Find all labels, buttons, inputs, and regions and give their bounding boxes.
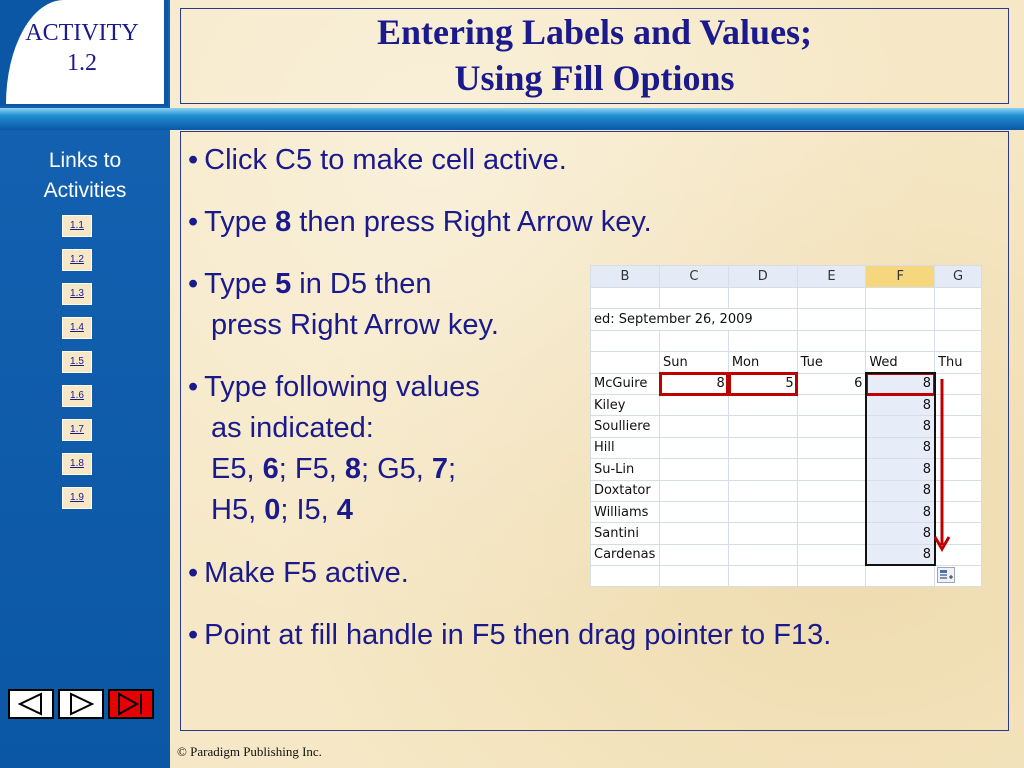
cell-value: 5 — [728, 373, 797, 394]
date-cell: ed: September 26, 2009 — [591, 309, 798, 330]
last-button[interactable] — [108, 689, 154, 719]
employee-name: Hill — [591, 437, 660, 458]
cell-value: 8 — [866, 501, 935, 522]
link-activity-1-1[interactable]: 1.1 — [62, 215, 92, 237]
bullet-1: • Click C5 to make cell active. — [188, 144, 567, 176]
employee-name: Santini — [591, 523, 660, 544]
bullet-4-line-4 — [188, 490, 480, 531]
employee-name: Doxtator — [591, 480, 660, 501]
links-heading-line-1: Links to — [48, 149, 122, 172]
activity-number: 1.2 — [67, 50, 97, 76]
cell-value: 6 — [797, 373, 866, 394]
employee-name: McGuire — [591, 373, 660, 394]
link-activity-1-2[interactable]: 1.2 — [62, 249, 92, 271]
slide-title — [180, 8, 1009, 104]
link-activity-1-8[interactable]: 1.8 — [62, 453, 92, 475]
i5-value: 4 — [336, 494, 353, 526]
day-header: Tue — [797, 352, 866, 373]
employee-name: Kiley — [591, 394, 660, 415]
g5-label: ; G5, — [360, 453, 432, 485]
bullet-6-text: Point at fill handle in F5 then drag pointer to F13. — [204, 619, 832, 651]
title-line-1: Entering Labels and Values; — [376, 12, 813, 52]
f5-label: ; F5, — [278, 453, 345, 485]
cell-value: 8 — [866, 373, 935, 394]
highlight-d5 — [728, 372, 798, 396]
previous-icon — [10, 691, 52, 717]
day-header: Sun — [659, 352, 728, 373]
bullet-3-text-end: in D5 then — [291, 268, 432, 300]
link-activity-1-3[interactable]: 1.3 — [62, 283, 92, 305]
title-line-2: Using Fill Options — [454, 58, 735, 98]
employee-name: Su-Lin — [591, 459, 660, 480]
h5-value: 0 — [264, 494, 281, 526]
bullet-2-value: 8 — [275, 206, 292, 238]
link-activity-1-7[interactable]: 1.7 — [62, 419, 92, 441]
drag-arrow-icon — [932, 377, 952, 557]
bullet-3-value: 5 — [275, 268, 292, 300]
line-3-end: ; — [448, 453, 457, 485]
bullet-2: • Type 8 then press Right Arrow key. — [188, 206, 652, 238]
cell-value: 8 — [866, 544, 935, 565]
e5-label: E5, — [211, 453, 263, 485]
links-heading-line-2: Activities — [43, 179, 127, 202]
column-header: D — [728, 266, 797, 288]
last-icon — [110, 691, 152, 717]
column-header-selected: F — [866, 266, 935, 288]
bullet-2-text: Type — [204, 206, 276, 238]
column-header: B — [591, 266, 660, 288]
header-divider — [0, 108, 1024, 130]
links-heading — [0, 146, 170, 206]
h5-label: H5, — [211, 494, 265, 526]
bullet-3-line-2: press Right Arrow key. — [211, 309, 499, 341]
cell-value: 8 — [866, 437, 935, 458]
g5-value: 7 — [431, 453, 449, 485]
day-header: Thu — [935, 352, 982, 373]
selection-range-f5-f13 — [865, 372, 936, 566]
bullet-4: • Type following values as indicated: E5, 6; F5, 8; G5, 7; H5, 0; I5, 4 — [188, 367, 480, 531]
next-button[interactable] — [58, 689, 104, 719]
e5-value: 6 — [262, 453, 279, 485]
day-header-row — [591, 352, 982, 373]
cell-value: 8 — [866, 523, 935, 544]
bullet-6: • Point at fill handle in F5 then drag pointer to F13. — [188, 619, 832, 651]
link-activity-1-4[interactable]: 1.4 — [62, 317, 92, 339]
cell-value: 8 — [866, 459, 935, 480]
f5-value: 8 — [344, 453, 361, 485]
bullet-3: • Type 5 in D5 then press Right Arrow key. — [188, 264, 499, 346]
bullet-5: • Make F5 active. — [188, 557, 409, 589]
bullet-5-text: Make F5 active. — [204, 557, 409, 589]
activity-badge — [0, 0, 168, 106]
link-activity-1-9[interactable]: 1.9 — [62, 487, 92, 509]
day-header: Mon — [728, 352, 797, 373]
cell-value: 8 — [866, 394, 935, 415]
cell-value: 8 — [866, 416, 935, 437]
link-activity-1-6[interactable]: 1.6 — [62, 385, 92, 407]
bullet-4-line-1: Type following values — [204, 371, 480, 403]
day-header: Wed — [866, 352, 935, 373]
bullet-4-line-3 — [188, 449, 480, 490]
i5-label: ; I5, — [280, 494, 337, 526]
employee-name: Soulliere — [591, 416, 660, 437]
link-activity-1-5[interactable]: 1.5 — [62, 351, 92, 373]
column-header: G — [935, 266, 982, 288]
activity-badge-text — [0, 18, 164, 78]
fill-handle-icon — [937, 567, 955, 583]
copyright-footer: © Paradigm Publishing Inc. — [177, 744, 322, 759]
bullet-4-line-2: as indicated: — [211, 412, 374, 444]
previous-button[interactable] — [8, 689, 54, 719]
highlight-c5 — [659, 372, 729, 396]
next-icon — [60, 691, 102, 717]
bullet-3-text: Type — [204, 268, 276, 300]
bullet-1-text: Click C5 to make cell active. — [204, 144, 567, 176]
cell-value: 8 — [866, 480, 935, 501]
column-header: C — [659, 266, 728, 288]
bullet-2-text-end: then press Right Arrow key. — [291, 206, 652, 238]
activity-label: ACTIVITY — [25, 20, 139, 46]
column-header: E — [797, 266, 866, 288]
spreadsheet-screenshot — [590, 265, 982, 587]
employee-name: Cardenas — [591, 544, 660, 565]
cell-value: 8 — [659, 373, 728, 394]
column-header-row — [591, 266, 982, 288]
date-row — [591, 309, 982, 330]
employee-name: Williams — [591, 501, 660, 522]
